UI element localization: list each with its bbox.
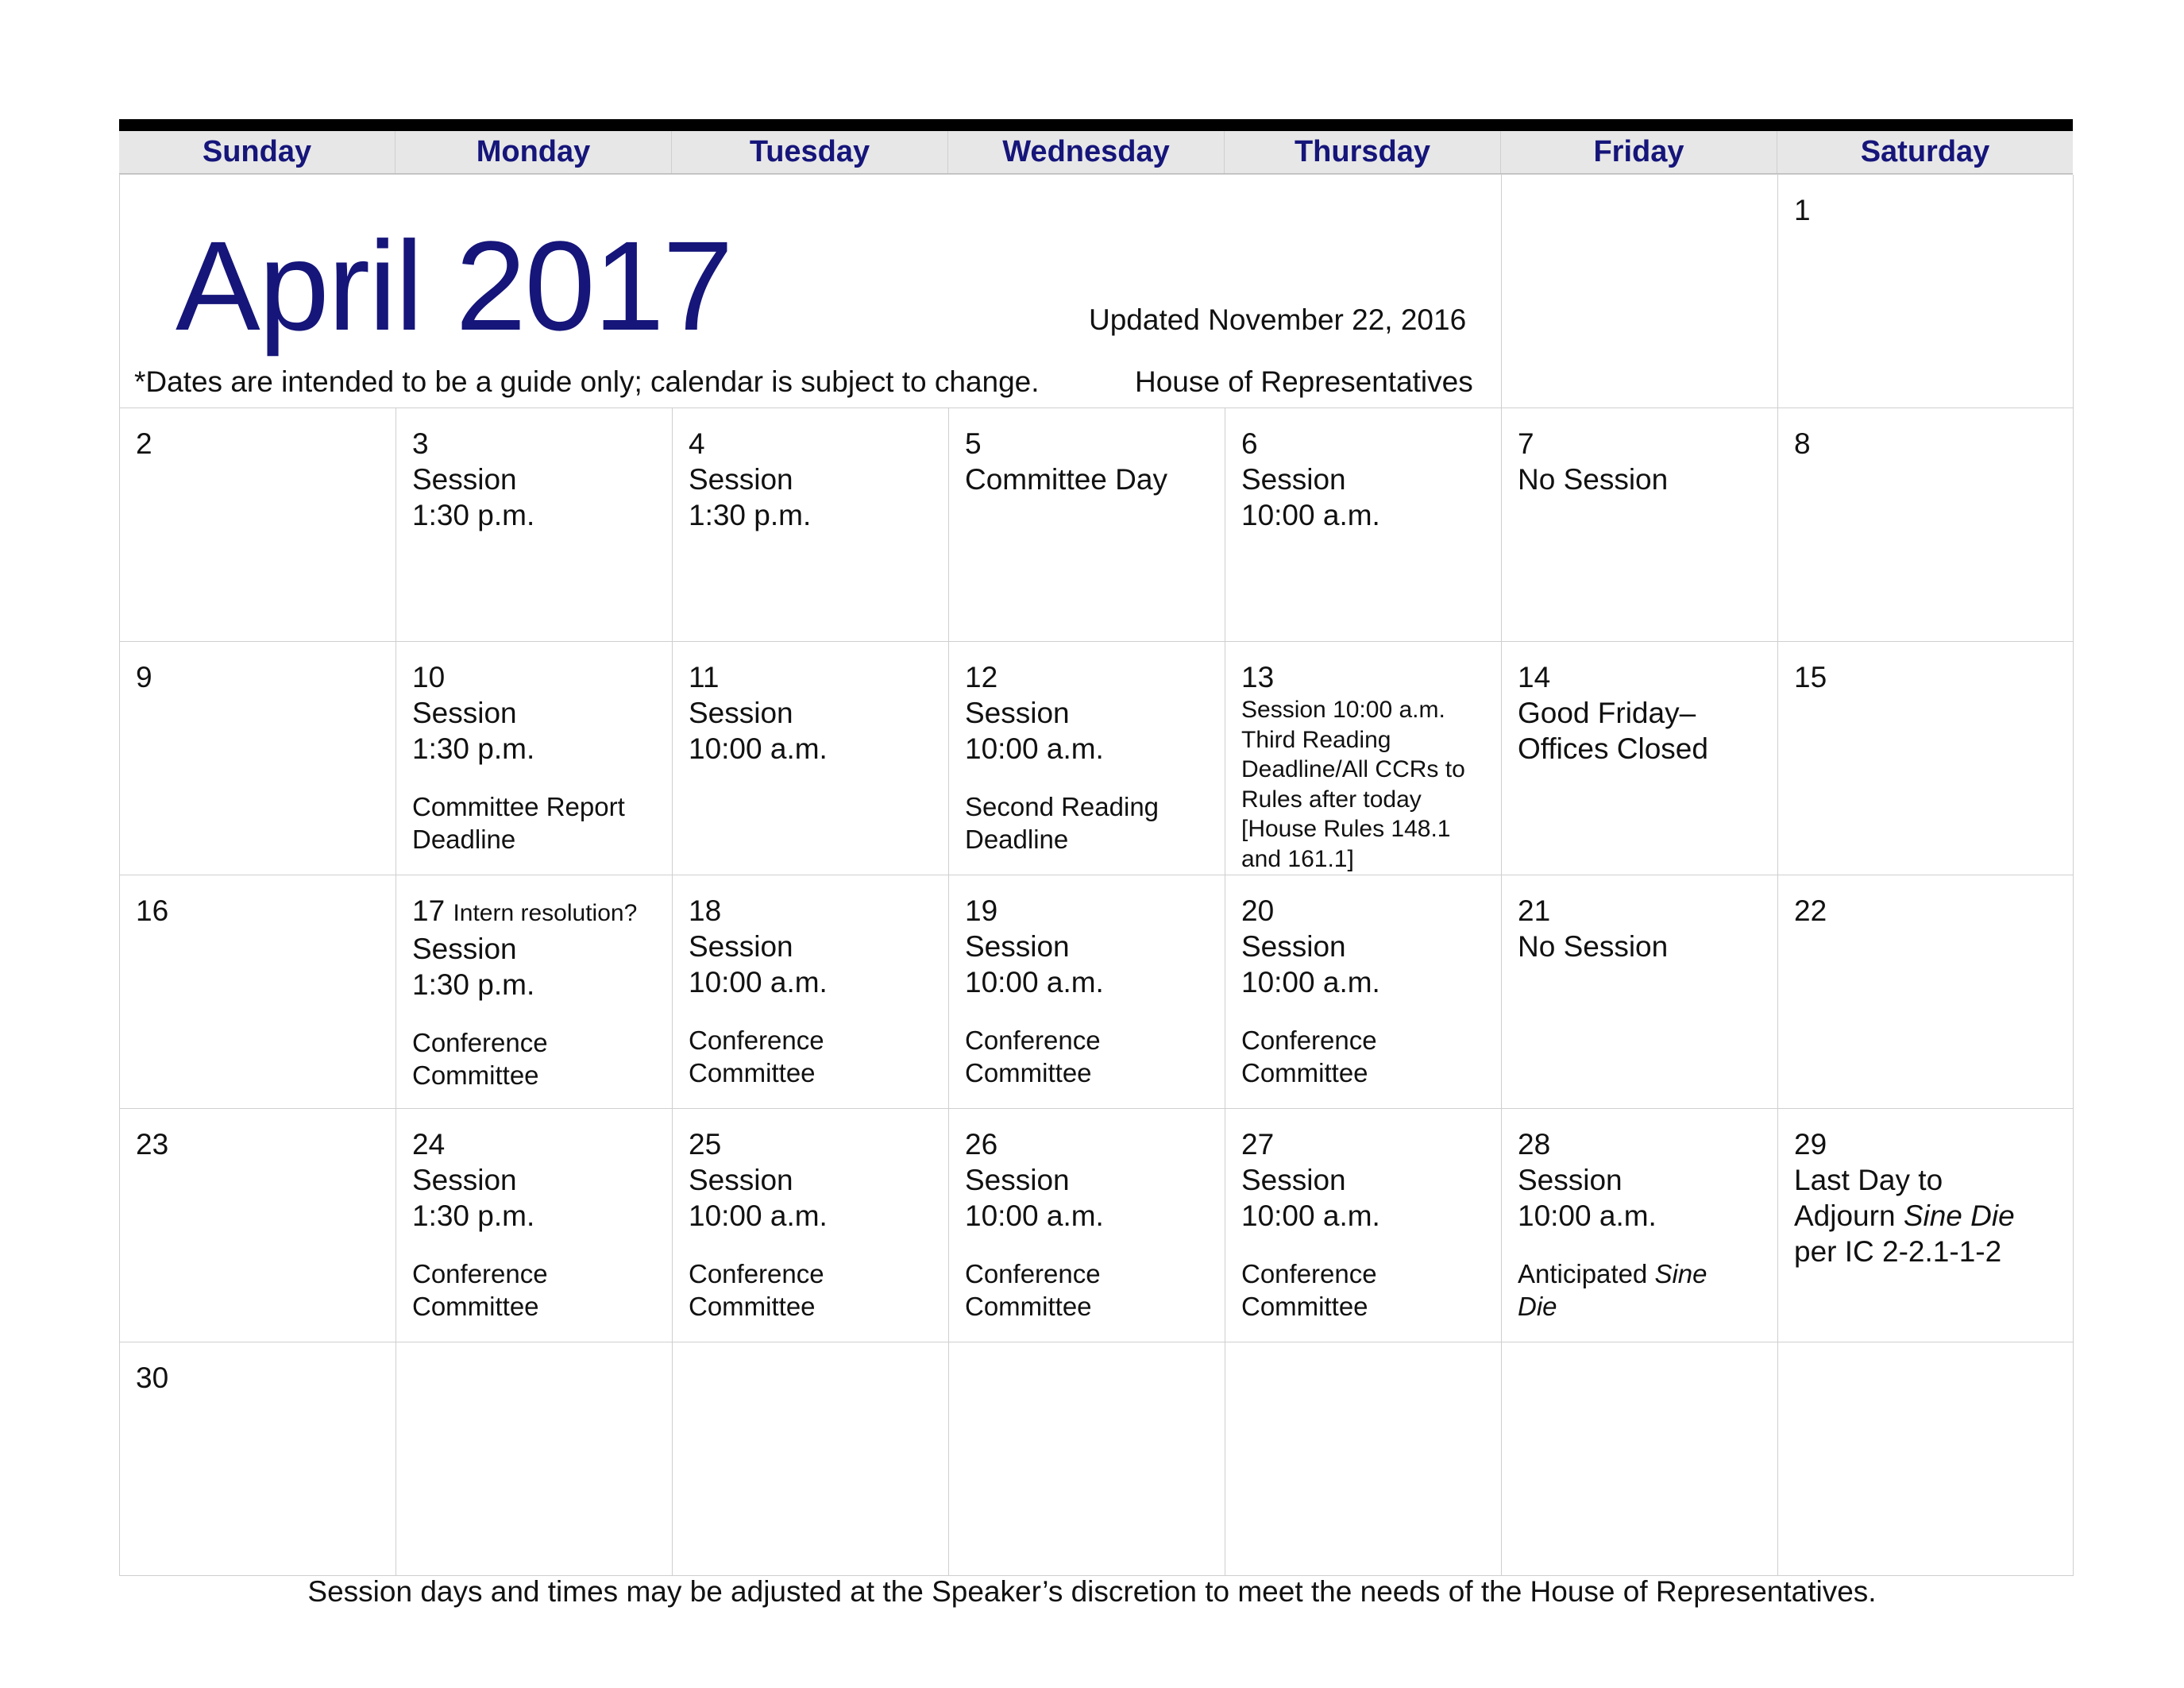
updated-date: Updated November 22, 2016 — [1089, 303, 1467, 336]
anticipated-text: Anticipated — [1518, 1259, 1655, 1288]
day-cell-20 — [1225, 875, 1502, 1109]
event-note: Conference — [1241, 1026, 1377, 1055]
event-label: Session — [412, 1164, 517, 1196]
day-cell-12 — [949, 642, 1225, 875]
event-time: 10:00 a.m. — [1241, 966, 1380, 999]
weekday-thursday: Thursday — [1225, 131, 1501, 173]
day-cell-27 — [1225, 1109, 1502, 1342]
day-cell-5 — [949, 408, 1225, 642]
event-time: 1:30 p.m. — [689, 499, 812, 531]
day-number: 17 — [412, 894, 446, 927]
footer-note: Session days and times may be adjusted at the Speaker’s discretion to meet the needs of the House of Representatives. — [307, 1575, 1877, 1608]
day-cell-empty — [1502, 1342, 1778, 1576]
day-number: 27 — [1241, 1128, 1275, 1161]
day-cell-empty — [1225, 1342, 1502, 1576]
day-cell-16 — [120, 875, 396, 1109]
event-note: Committee — [689, 1292, 816, 1321]
day-cell-28 — [1502, 1109, 1778, 1342]
event-note: Conference — [1241, 1259, 1377, 1288]
organization-name: House of Representatives — [1135, 365, 1473, 398]
weekday-header — [119, 131, 2073, 174]
event-label: No Session — [1518, 930, 1669, 963]
day-number: 18 — [689, 894, 722, 927]
day-cell-29 — [1778, 1109, 2074, 1342]
day-cell-23 — [120, 1109, 396, 1342]
event-label: Session — [689, 1164, 793, 1196]
day-number: 5 — [965, 427, 982, 460]
event-note: Rules after today — [1241, 786, 1422, 813]
day-cell-10 — [396, 642, 673, 875]
day-cell-empty — [396, 1342, 673, 1576]
event-label: Session — [1518, 1164, 1623, 1196]
event-time: 1:30 p.m. — [412, 1199, 535, 1232]
event-label: Last Day to — [1794, 1164, 1943, 1196]
day-cell-empty — [673, 1342, 949, 1576]
day-number: 11 — [689, 661, 720, 693]
event-note: Session 10:00 a.m. — [1241, 697, 1445, 723]
day-cell-26 — [949, 1109, 1225, 1342]
day-cell-empty — [949, 1342, 1225, 1576]
event-note: Committee — [689, 1058, 816, 1087]
day-cell-7 — [1502, 408, 1778, 642]
weekday-tuesday: Tuesday — [672, 131, 948, 173]
event-note: Committee Report — [412, 792, 625, 821]
day-cell-22 — [1778, 875, 2074, 1109]
day-number: 1 — [1794, 194, 1811, 226]
day-number: 10 — [412, 661, 446, 693]
day-number: 3 — [412, 427, 429, 460]
event-note: Committee — [1241, 1058, 1368, 1087]
day-cell-21 — [1502, 875, 1778, 1109]
weekday-sunday: Sunday — [119, 131, 396, 173]
event-time: 10:00 a.m. — [1518, 1199, 1657, 1232]
day-number-row — [412, 893, 672, 931]
day-cell-11 — [673, 642, 949, 875]
day-number: 20 — [1241, 894, 1275, 927]
event-note — [1518, 1290, 1777, 1323]
day-cell-empty — [1778, 1342, 2074, 1576]
day-cell-25 — [673, 1109, 949, 1342]
event-note: Committee — [965, 1058, 1092, 1087]
day-number: 21 — [1518, 894, 1551, 927]
event-time: 1:30 p.m. — [412, 732, 535, 765]
event-label: Session — [965, 697, 1070, 729]
event-time: 10:00 a.m. — [965, 732, 1104, 765]
event-note: Committee — [412, 1060, 539, 1090]
event-note: Deadline — [965, 825, 1069, 854]
day-number: 6 — [1241, 427, 1258, 460]
event-label: Session — [689, 463, 793, 496]
event-note: Committee — [1241, 1292, 1368, 1321]
event-note: Conference — [965, 1259, 1101, 1288]
top-rule — [119, 119, 2073, 131]
event-label: Session — [412, 697, 517, 729]
event-note: Third Reading — [1241, 726, 1391, 753]
event-time: 10:00 a.m. — [689, 1199, 828, 1232]
disclaimer: *Dates are intended to be a guide only; calendar is subject to change. — [134, 365, 1040, 398]
event-time: 10:00 a.m. — [689, 732, 828, 765]
event-note: Deadline — [412, 825, 516, 854]
event-time: 10:00 a.m. — [965, 1199, 1104, 1232]
day-number: 25 — [689, 1128, 722, 1161]
event-label: Session — [965, 1164, 1070, 1196]
event-time: 10:00 a.m. — [1241, 499, 1380, 531]
event-time: 10:00 a.m. — [965, 966, 1104, 999]
event-time: 1:30 p.m. — [412, 968, 535, 1001]
day-cell-18 — [673, 875, 949, 1109]
event-label: Session — [412, 463, 517, 496]
day-number: 29 — [1794, 1128, 1827, 1161]
event-note: Conference — [965, 1026, 1101, 1055]
day-cell-8 — [1778, 408, 2074, 642]
sine-die-text: Sine Die — [1903, 1199, 2015, 1232]
event-label: No Session — [1518, 463, 1669, 496]
event-note — [1518, 1257, 1777, 1290]
event-label: Offices Closed — [1518, 732, 1708, 765]
event-label: Session — [689, 697, 793, 729]
day-cell-6 — [1225, 408, 1502, 642]
day-cell-9 — [120, 642, 396, 875]
day-number: 24 — [412, 1128, 446, 1161]
day-cell-1 — [1778, 175, 2074, 408]
adjourn-text: Adjourn — [1794, 1199, 1904, 1232]
event-label: Session — [689, 930, 793, 963]
event-note: and 161.1] — [1241, 845, 1354, 872]
day-number: 19 — [965, 894, 998, 927]
day-number: 9 — [136, 661, 152, 693]
day-cell-15 — [1778, 642, 2074, 875]
day-cell-24 — [396, 1109, 673, 1342]
calendar-grid — [119, 174, 2073, 1576]
day-number: 14 — [1518, 661, 1551, 693]
event-time: 10:00 a.m. — [1241, 1199, 1380, 1232]
day-number: 2 — [136, 427, 152, 460]
day-number: 28 — [1518, 1128, 1551, 1161]
event-note: [House Rules 148.1 — [1241, 816, 1451, 842]
weekday-saturday: Saturday — [1860, 135, 1990, 168]
die-text: Die — [1518, 1292, 1557, 1321]
day-number: 4 — [689, 427, 705, 460]
event-note: Second Reading — [965, 792, 1160, 821]
weekday-monday: Monday — [396, 131, 672, 173]
day-number: 16 — [136, 894, 169, 927]
day-cell-3 — [396, 408, 673, 642]
event-note: Conference — [689, 1259, 824, 1288]
weekday-wednesday: Wednesday — [948, 131, 1225, 173]
event-note: Deadline/All CCRs to — [1241, 756, 1465, 782]
event-label — [1794, 1198, 2073, 1234]
day-number: 8 — [1794, 427, 1811, 460]
event-label: Committee Day — [965, 463, 1167, 496]
day-number: 13 — [1241, 661, 1275, 693]
day-number: 26 — [965, 1128, 998, 1161]
event-note: Conference — [412, 1028, 548, 1057]
day-number: 23 — [136, 1128, 169, 1161]
event-note: Conference — [689, 1026, 824, 1055]
event-time: 1:30 p.m. — [412, 499, 535, 531]
event-label: Session — [1241, 1164, 1346, 1196]
event-label: Session — [965, 930, 1070, 963]
day-cell-4 — [673, 408, 949, 642]
event-note: Committee — [412, 1292, 539, 1321]
calendar — [119, 119, 2073, 1576]
day-number: 22 — [1794, 894, 1827, 927]
day-cell-30 — [120, 1342, 396, 1576]
day-number: 30 — [136, 1362, 169, 1394]
day-number: 7 — [1518, 427, 1534, 460]
day-cell-13 — [1225, 642, 1502, 875]
weekday-friday: Friday — [1501, 131, 1777, 173]
day-cell-14 — [1502, 642, 1778, 875]
day-cell-17 — [396, 875, 673, 1109]
event-time: 10:00 a.m. — [689, 966, 828, 999]
event-note: Committee — [965, 1292, 1092, 1321]
title-block — [120, 175, 1502, 408]
event-label: Session — [1241, 930, 1346, 963]
sine-text: Sine — [1654, 1259, 1707, 1288]
event-note: Conference — [412, 1259, 548, 1288]
intern-note: Intern resolution? — [453, 900, 638, 926]
event-label: Good Friday– — [1518, 697, 1696, 729]
event-label: Session — [1241, 463, 1346, 496]
day-cell-2 — [120, 408, 396, 642]
event-label: per IC 2-2.1-1-2 — [1794, 1235, 2002, 1268]
day-number: 15 — [1794, 661, 1827, 693]
day-cell-empty — [1502, 175, 1778, 408]
event-label: Session — [412, 933, 517, 965]
month-title: April 2017 — [176, 214, 732, 357]
day-number: 12 — [965, 661, 998, 693]
day-cell-19 — [949, 875, 1225, 1109]
